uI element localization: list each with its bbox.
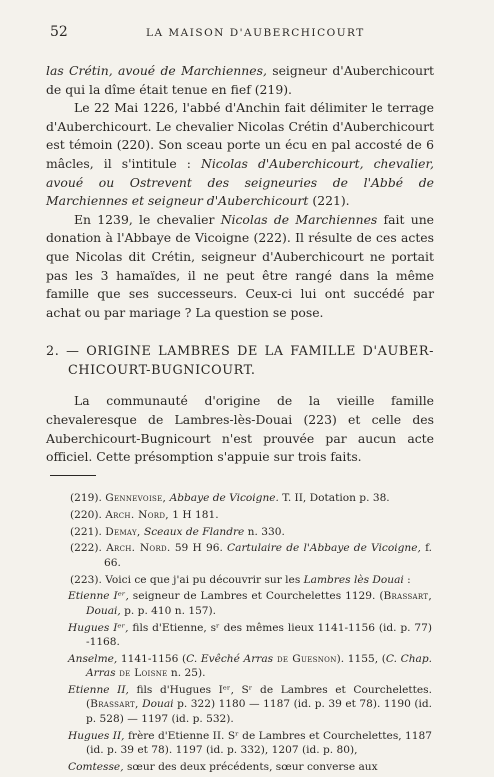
page-number: 52 [50, 24, 68, 40]
page-header [50, 24, 430, 40]
person-name: Hugues Iᵉʳ, [68, 621, 129, 634]
footnote-author: Gennevoise, [105, 492, 167, 504]
paragraph-text: seigneur d'Auberchicourt de qui la dîme était tenue en fief (219). [46, 63, 434, 97]
person-name: Anselme, [68, 652, 118, 665]
source-author: de Guesnon [273, 652, 337, 665]
section-title [46, 342, 434, 380]
footnote-223 [70, 573, 432, 587]
paragraph-text: Le 22 Mai 1226, l'abbé d'Anchin fait délimiter le terrage d'Auberchicourt. Le chevalier Nicolas Crétin d'Auberchicourt est témoin (220). Son sceau porte un écu en pal accosté de 6 mâcles, il s'intitule : [46, 100, 434, 171]
source-author: de Loisne [115, 667, 168, 680]
footnote-number: (222). [70, 542, 102, 555]
footnote-number: (223). [70, 573, 102, 586]
footnote-title: Abbaye de Vicoigne. [169, 492, 279, 504]
section-spacer [46, 380, 434, 392]
entry-text: fils d'Etienne, sʳ des mêmes lieux 1141-1156 (id. p. 77) -1168. [86, 621, 432, 648]
footnote-text: 59 H 96. [170, 542, 228, 555]
paragraph-text: fait une donation à l'Abbaye de Vicoigne (222). Il résulte de ces actes que Nicolas dit Crétin, seigneur d'Auberchicourt ne portait pas les 3 hamaïdes, il ne peut être rangé dans la même famille que ses successeurs. Ceux-ci lui ont succédé par achat ou par mariage ? La question se pose. [46, 211, 435, 320]
paragraph-3 [46, 211, 434, 323]
footnote-219 [70, 491, 432, 505]
entry-text: n. 25). [167, 667, 206, 680]
footnote-text: T. II, Dotation p. 38. [278, 492, 390, 504]
paragraph-2 [46, 99, 434, 211]
seal-inscription: Nicolas d'Auberchicourt, chevalier, avoué ou Ostrevent des seigneuries de l'Abbé de Marchiennes et seigneur d'Auberchicourt [46, 155, 434, 209]
entry-text: p. p. 410 n. 157). [120, 604, 217, 617]
paragraph-1 [46, 62, 434, 99]
footnote-title: Sceaux de Flandre [143, 525, 245, 538]
footnote-text: Voici ce que j'ai pu découvrir sur les [105, 573, 304, 586]
footnote-text: : [403, 573, 411, 586]
person-name: Etienne II, [68, 684, 129, 696]
section-title-line-2: CHICOURT-BUGNICOURT. [68, 363, 256, 379]
genealogy-entry-anselme [52, 652, 432, 681]
entry-text: frère d'Etienne II. Sʳ de Lambres et Courchelettes, 1187 (id. p. 39 et 78). 1197 (id. p. 332), 1207 (id. p. 80), [86, 729, 433, 757]
footnote-text: f. 66. [104, 542, 432, 569]
footnote-title: Lambres lès Douai [303, 573, 404, 586]
footnote-title: Cartulaire de l'Abbaye de Vicoigne, [227, 542, 421, 555]
section-title-line-1: 2. — ORIGINE LAMBRES DE LA FAMILLE D'AUBER- [46, 344, 434, 360]
paragraph-text: (221). [308, 193, 350, 209]
footnote-author: Demay, [105, 525, 141, 538]
section-spacer [46, 322, 434, 342]
person-name: Etienne Iᵉʳ, [68, 590, 129, 603]
source-title: C. Chap. Arras [86, 652, 433, 680]
genealogy-entry-hugues-2 [52, 729, 432, 758]
source-author: Brassart, [90, 698, 139, 711]
footnotes [70, 491, 432, 777]
person-name: Hugues II, [68, 729, 125, 742]
genealogy-entry-etienne-2 [52, 683, 432, 726]
person-name: Comtesse, [68, 760, 124, 773]
genealogy-entry-comtesse [52, 760, 432, 774]
source-title: C. Evêché Arras [186, 652, 274, 665]
paragraph-4: La communauté d'origine de la vieille famille chevaleresque de Lambres-lès-Douai (223) et celle des Auberchicourt-Bugnicourt n'est prouvée par aucun acte officiel. Cette présomption s'appuie sur trois faits. [46, 393, 434, 465]
italic-name: Nicolas de Marchiennes [220, 211, 378, 227]
entry-text: ). 1155, ( [336, 652, 386, 665]
main-text [46, 62, 434, 467]
entry-text: sœur des deux précédents, sœur converse aux [123, 760, 378, 773]
footnote-number: (221). [70, 525, 102, 538]
entry-text: fils d'Hugues Iᵉʳ, Sʳ de Lambres et Courchelettes. ( [86, 684, 432, 711]
footnote-number: (219). [70, 492, 102, 504]
footnote-222 [70, 541, 432, 570]
footnote-author: Arch. Nord. [106, 542, 171, 555]
entry-text: 1141-1156 ( [117, 652, 187, 665]
running-head: LA MAISON D'AUBERCHICOURT [146, 27, 365, 39]
footnote-author: Arch. Nord, [105, 508, 169, 521]
entry-text: seigneur de Lambres et Courchelettes 1129. ( [128, 590, 384, 603]
entry-text: p. 322) 1180 — 1187 (id. p. 39 et 78). 1190 (id. p. 528) — 1197 (id. p. 532). [86, 698, 432, 725]
source-title: Douai [142, 698, 174, 711]
footnote-number: (220). [70, 508, 102, 521]
footnote-221 [70, 525, 432, 539]
genealogy-entry-hugues-1 [52, 621, 432, 650]
footnote-text: 1 H 181. [168, 508, 219, 521]
italic-name: las Crétin, avoué de Marchiennes, [46, 63, 267, 78]
footnote-220 [70, 508, 432, 522]
source-author: Brassart, [383, 590, 432, 603]
footnote-text: n. 330. [244, 525, 285, 538]
footnote-rule [50, 475, 96, 476]
genealogy-entry-etienne-1 [52, 589, 432, 618]
paragraph-text: En 1239, le chevalier [74, 211, 221, 227]
source-title: Douai, [86, 604, 121, 617]
